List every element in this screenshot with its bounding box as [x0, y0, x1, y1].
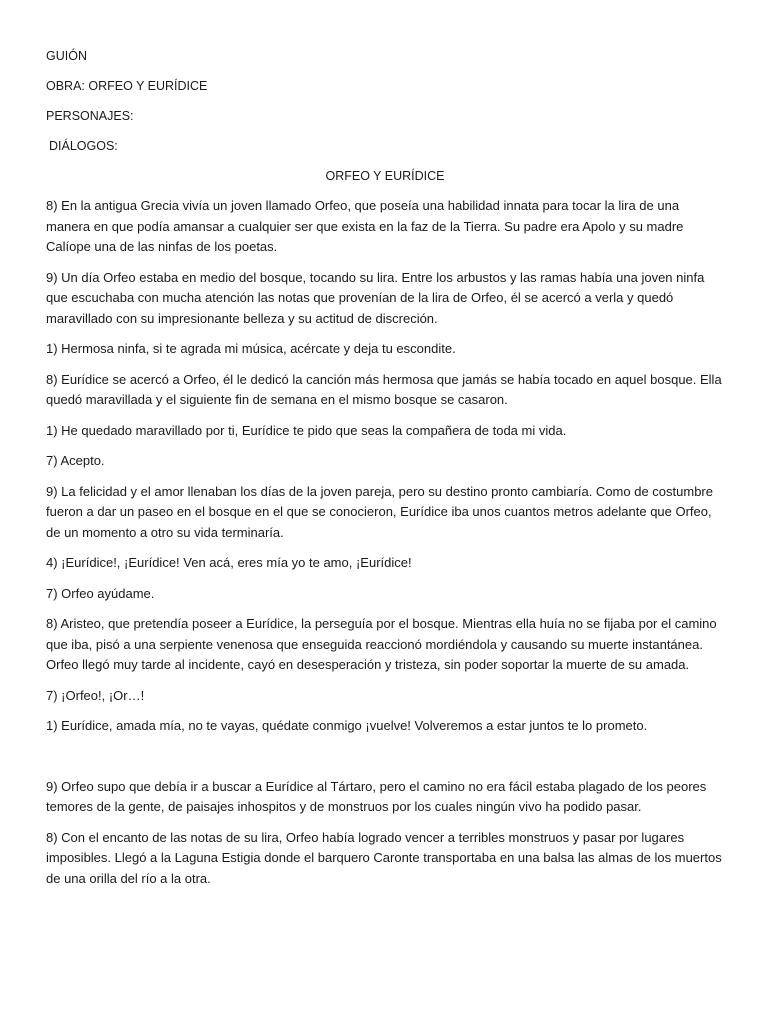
dialogue-line: 1) Hermosa ninfa, si te agrada mi música, acércate y deja tu escondite.	[46, 341, 456, 356]
paragraph: 8) Con el encanto de las notas de su lira, Orfeo había logrado vencer a terribles monstruos y pasar por lugares imposibles. Llegó a la Laguna Estigia donde el barquero Caronte transportaba en una balsa las almas de los muertos de una orilla del río a la otra.	[46, 829, 722, 886]
dialogue-line: 7) Orfeo ayúdame.	[46, 585, 155, 601]
paragraph: 8) Aristeo, que pretendía poseer a Eurídice, la perseguía por el bosque. Mientras ella huía no se fijaba por el camino que iba, pisó a una serpiente venenosa que enseguida reaccionó mordiéndola y causando su muerte instantánea. Orfeo llegó muy tarde al incidente, cayó en desesperación y tristeza, sin poder soportar la muerte de su amada.	[46, 616, 717, 672]
dialogue-line: 1) He quedado maravillado por ti, Eurídice te pido que seas la compañera de toda mi vida.	[46, 422, 567, 438]
blank-line	[46, 747, 724, 777]
characters-label: PERSONAJES:	[46, 109, 134, 123]
document-page	[46, 46, 724, 899]
dialogues-label: DIÁLOGOS:	[49, 139, 118, 153]
paragraph: 8) En la antigua Grecia vivía un joven llamado Orfeo, que poseía una habilidad innata para tocar la lira de una manera en que podía amansar a cualquier ser que exista en la faz de la Tierra. Su padre era Apolo y su madre Calíope una de las ninfas de los poetas.	[46, 198, 684, 254]
paragraph: 9) Un día Orfeo estaba en medio del bosque, tocando su lira. Entre los arbustos y las ramas había una joven ninfa que escuchaba con mucha atención las notas que provenían de la lira de Orfeo, él se acercó a verla y quedó maravillado con su impresionante belleza y su actitud de discreción.	[46, 269, 705, 326]
dialogue-line: 4) ¡Eurídice!, ¡Eurídice! Ven acá, eres mía yo te amo, ¡Eurídice!	[46, 555, 412, 570]
dialogue-line: 1) Eurídice, amada mía, no te vayas, quédate conmigo ¡vuelve! Volveremos a estar juntos te lo prometo.	[46, 718, 648, 733]
paragraph: 9) La felicidad y el amor llenaban los días de la joven pareja, pero su destino pronto cambiaría. Como de costumbre fueron a dar un paseo en el bosque en el que se conocieron, Eurídice iba unos cuantos metros adelante que Orfeo, de un momento a otro su vida terminaría.	[46, 483, 713, 540]
script-label: GUIÓN	[46, 49, 87, 63]
work-title-line: OBRA: ORFEO Y EURÍDICE	[46, 79, 208, 93]
dialogue-line: 7) Acepto.	[46, 453, 105, 468]
paragraph: 8) Eurídice se acercó a Orfeo, él le dedicó la canción más hermosa que jamás se había tocado en aquel bosque. Ella quedó maravillada y el siguiente fin de semana en el mismo bosque se casaron.	[46, 371, 722, 407]
paragraph: 9) Orfeo supo que debía ir a buscar a Eurídice al Tártaro, pero el camino no era fácil estaba plagado de los peores temores de la gente, de paisajes inhospitos y de monstruos por los cuales ningún vivo ha podido pasar.	[46, 778, 707, 814]
document-title: ORFEO Y EURÍDICE	[325, 169, 445, 183]
dialogue-line: 7) ¡Orfeo!, ¡Or…!	[46, 687, 145, 703]
